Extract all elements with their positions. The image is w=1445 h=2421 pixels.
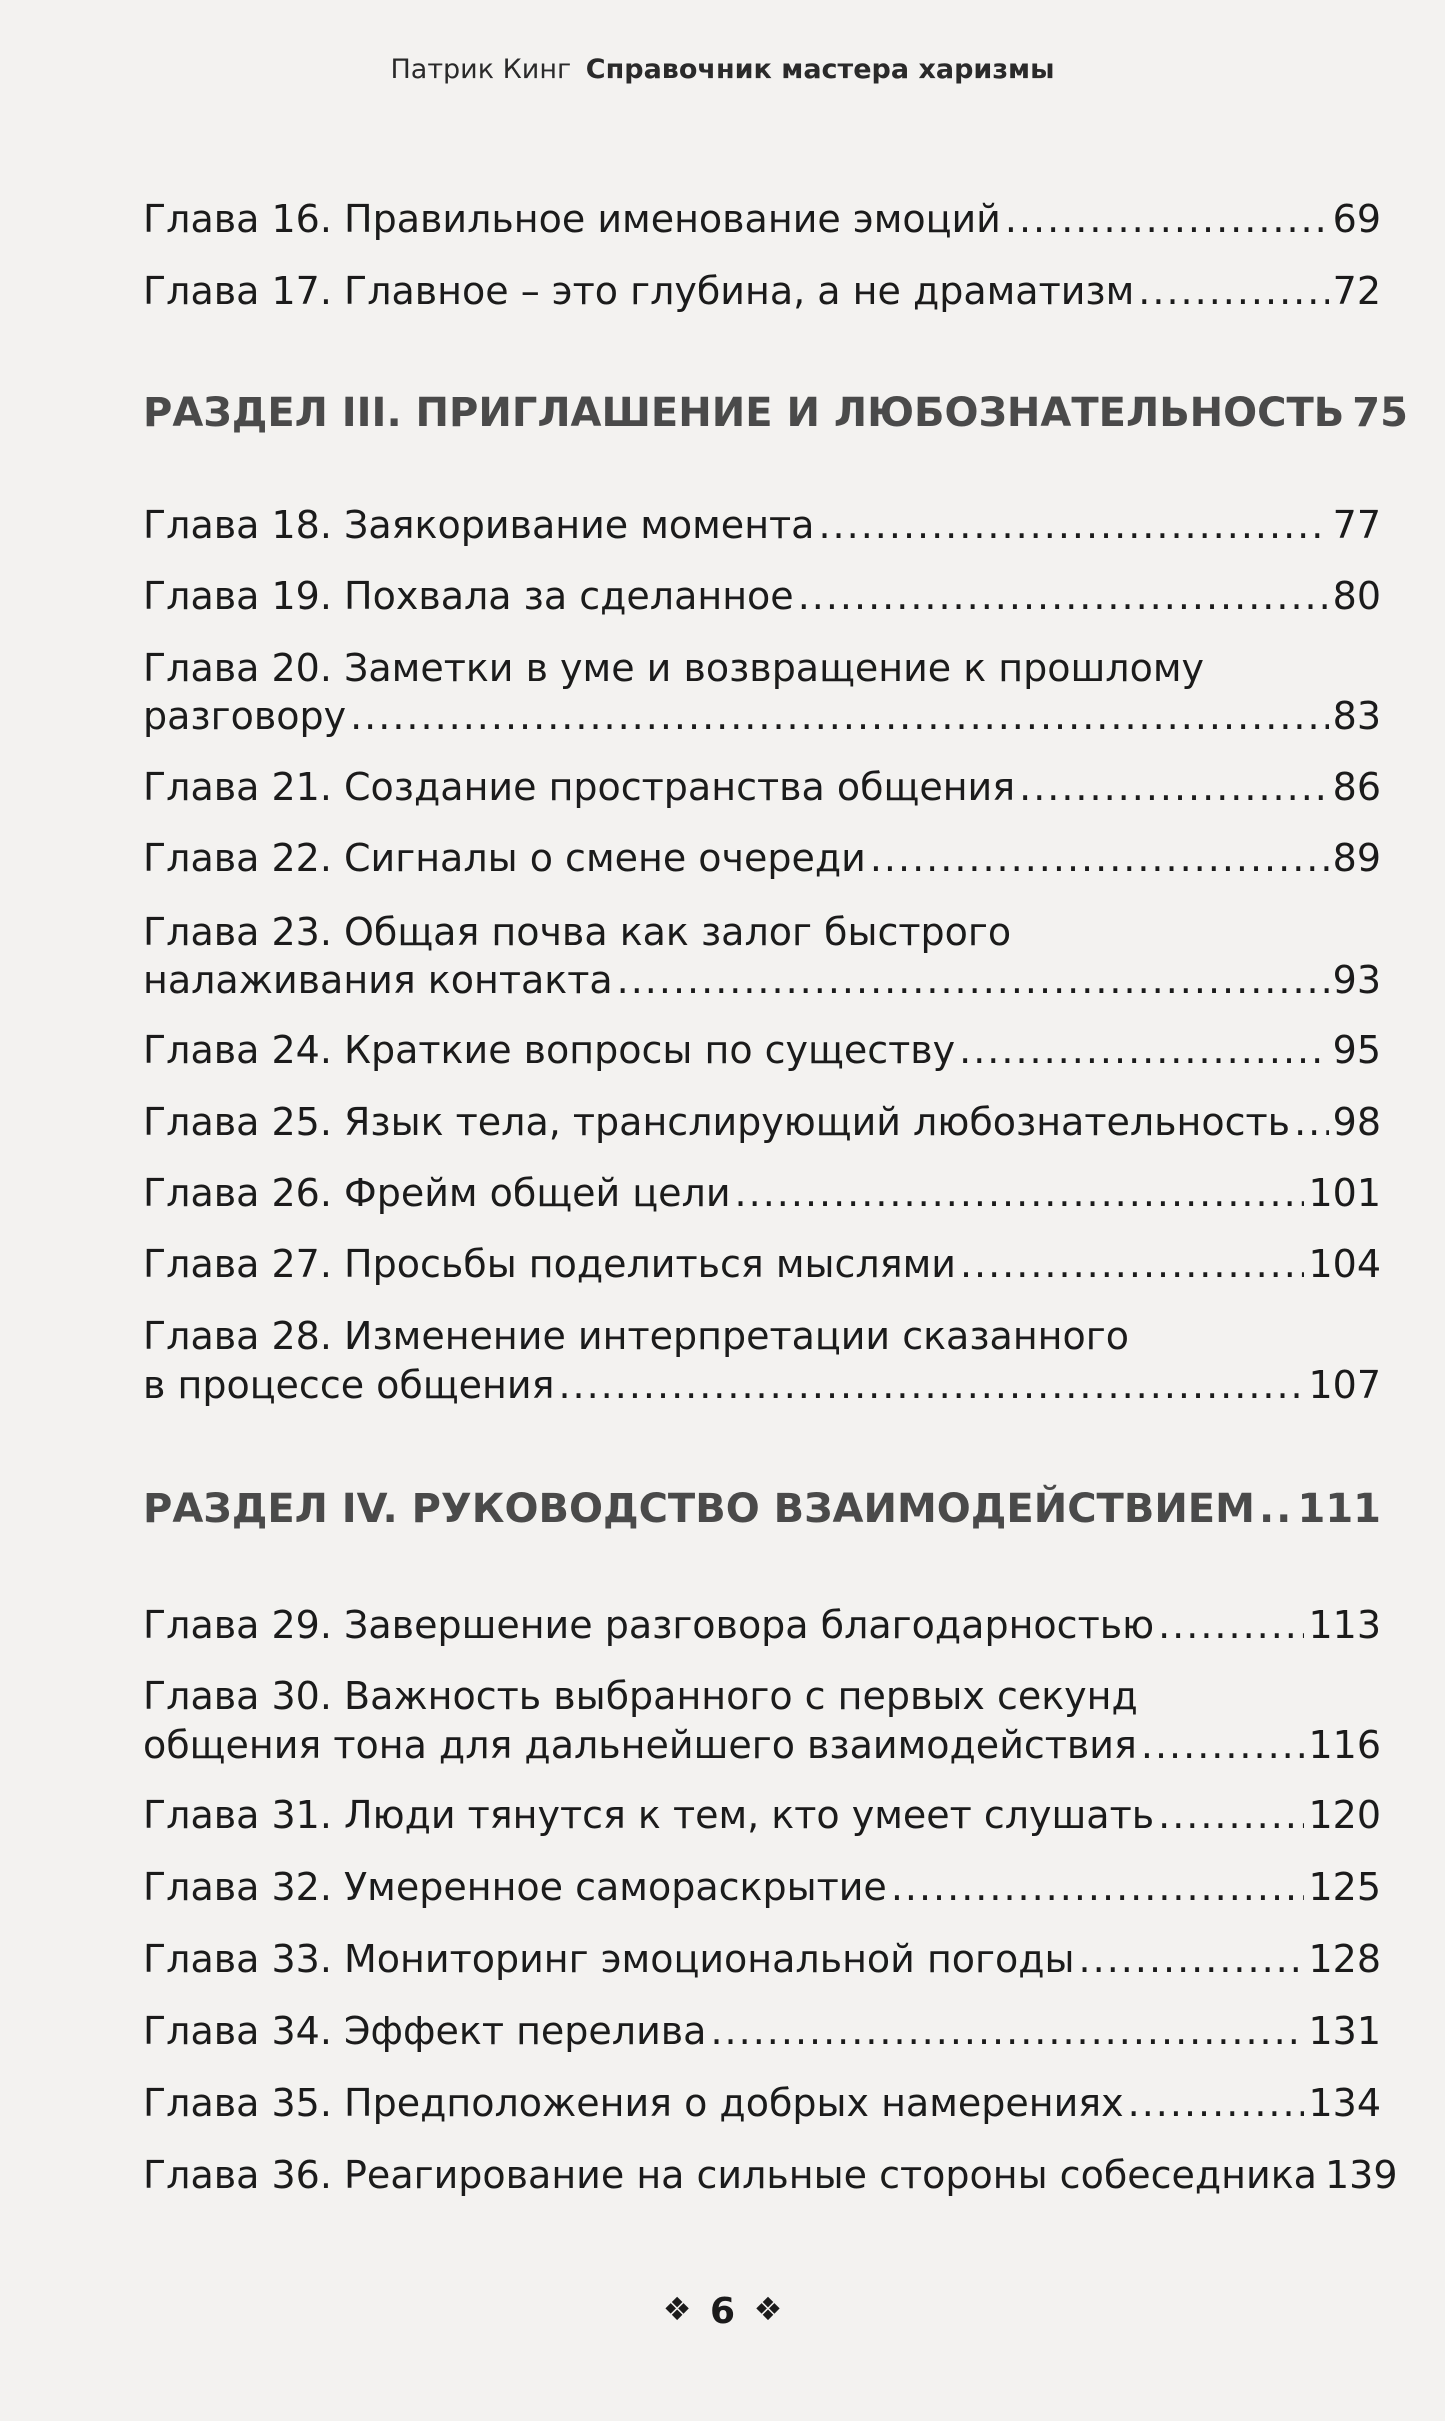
dot-leader [959,1027,1329,1073]
dot-leader [818,502,1328,548]
dot-leader [350,693,1329,739]
toc-entry-page: 101 [1308,1171,1381,1215]
toc-entry-page: 139 [1324,2153,1398,2197]
dot-leader [1138,268,1328,314]
toc-entry-page: 86 [1332,765,1381,809]
dot-leader [1019,764,1329,810]
toc-entry-chapter-29 [143,1602,1381,1648]
toc-entry-title: Глава 24. Краткие вопросы по существу [143,1028,956,1072]
dot-leader [1294,1099,1329,1145]
page-number: 6 [709,2291,736,2332]
dot-leader [870,835,1329,881]
toc-entry-title: Глава 19. Похвала за сделанное [143,574,794,618]
toc-entry-title: Глава 32. Умеренное самораскрытие [143,1865,887,1909]
toc-entry-chapter-22 [143,835,1381,881]
toc-entry-chapter-35 [143,2080,1381,2126]
toc-entry-page: 107 [1308,1363,1381,1407]
toc-entry-page: 104 [1308,1242,1381,1286]
toc-entry-page: 95 [1332,1028,1381,1072]
toc-entry-title: Глава 21. Создание пространства общения [143,765,1016,809]
toc-entry-page: 111 [1297,1486,1381,1532]
toc-entry-chapter-36 [143,2152,1398,2198]
toc-entry-page: 134 [1308,2081,1381,2125]
toc-entry-title: разговору [143,694,347,738]
toc-entry-chapter-24 [143,1027,1381,1073]
toc-entry-page: 77 [1332,503,1381,547]
running-header [0,54,1445,85]
toc-section-title: РАЗДЕЛ III. ПРИГЛАШЕНИЕ И ЛЮБОЗНАТЕЛЬНОСТЬ [143,390,1345,436]
dot-leader [558,1362,1304,1408]
toc-entry-chapter-23 [143,957,1381,1003]
toc-entry-page: 89 [1332,836,1381,880]
toc-entry-title: Глава 34. Эффект перелива [143,2009,707,2053]
toc-section-4 [143,1486,1381,1532]
toc-entry-title: общения тона для дальнейшего взаимодействия [143,1723,1137,1767]
toc-entry-title: Глава 31. Люди тянутся к тем, кто умеет слушать [143,1793,1155,1837]
toc-entry-chapter-16 [143,196,1381,242]
toc-entry-page: 98 [1332,1100,1381,1144]
toc-entry-page: 131 [1308,2009,1381,2053]
toc-entry-title: Глава 35. Предположения о добрых намерениях [143,2081,1124,2125]
toc-entry-page: 93 [1332,958,1381,1002]
dot-leader [1079,1936,1305,1982]
dot-leader [1259,1486,1294,1532]
toc-section-3 [143,390,1408,436]
dot-leader [798,573,1329,619]
toc-entry-title: Глава 18. Заякоривание момента [143,503,815,547]
toc-entry-chapter-34 [143,2008,1381,2054]
toc-entry-chapter-31 [143,1792,1381,1838]
header-book-title: Справочник мастера харизмы [585,54,1055,85]
toc-entry-title: Глава 27. Просьбы поделиться мыслями [143,1242,956,1286]
toc-entry-chapter-32 [143,1864,1381,1910]
dot-leader [1005,196,1329,242]
dot-leader [1158,1602,1304,1648]
dot-leader [617,957,1329,1003]
dot-leader [960,1241,1305,1287]
toc-entry-title: Глава 22. Сигналы о смене очереди [143,836,866,880]
toc-entry-title: Глава 26. Фрейм общей цели [143,1171,731,1215]
toc-entry-chapter-19 [143,573,1381,619]
toc-entry-title: Глава 25. Язык тела, транслирующий любознательность [143,1100,1291,1144]
toc-entry-title-line1: Глава 28. Изменение интерпретации сказанного [143,1314,1129,1358]
toc-entry-chapter-21 [143,764,1381,810]
toc-entry-chapter-20 [143,693,1381,739]
ornament-right-icon: ❖ [753,2290,783,2328]
toc-entry-title: налаживания контакта [143,958,613,1002]
toc-entry-page: 80 [1332,574,1381,618]
toc-entry-page: 128 [1308,1937,1381,1981]
ornament-left-icon: ❖ [662,2290,692,2328]
toc-entry-title: Глава 16. Правильное именование эмоций [143,197,1001,241]
dot-leader [1141,1722,1305,1768]
toc-entry-chapter-25 [143,1099,1381,1145]
toc-entry-chapter-26 [143,1170,1381,1216]
toc-entry-chapter-33 [143,1936,1381,1982]
toc-entry-chapter-17 [143,268,1381,314]
dot-leader [1128,2080,1305,2126]
toc-entry-page: 69 [1332,197,1381,241]
toc-entry-page: 113 [1308,1603,1381,1647]
page-footer [0,2290,1445,2332]
dot-leader [891,1864,1305,1910]
dot-leader [735,1170,1305,1216]
toc-entry-page: 83 [1332,694,1381,738]
toc-entry-title-line1: Глава 20. Заметки в уме и возвращение к прошлому [143,646,1204,690]
toc-section-title: РАЗДЕЛ IV. РУКОВОДСТВО ВЗАИМОДЕЙСТВИЕМ [143,1486,1255,1532]
toc-entry-page: 120 [1308,1793,1381,1837]
dot-leader [1158,1792,1304,1838]
toc-entry-title-line1: Глава 30. Важность выбранного с первых секунд [143,1674,1138,1718]
toc-entry-page: 75 [1352,390,1408,436]
toc-entry-chapter-30 [143,1722,1381,1768]
toc-entry-chapter-28 [143,1362,1381,1408]
toc-entry-title: Глава 17. Главное – это глубина, а не драматизм [143,269,1135,313]
dot-leader [710,2008,1304,2054]
toc-entry-chapter-27 [143,1241,1381,1287]
toc-entry-title: Глава 36. Реагирование на сильные стороны собеседника [143,2153,1317,2197]
toc-entry-chapter-18 [143,502,1381,548]
toc-entry-page: 116 [1308,1723,1381,1767]
toc-entry-title: Глава 33. Мониторинг эмоциональной погоды [143,1937,1075,1981]
toc-entry-page: 125 [1308,1865,1381,1909]
toc-entry-page: 72 [1332,269,1381,313]
toc-entry-title: Глава 29. Завершение разговора благодарностью [143,1603,1155,1647]
toc-entry-title-line1: Глава 23. Общая почва как залог быстрого [143,910,1012,954]
header-author: Патрик Кинг [390,54,572,85]
toc-entry-title: в процессе общения [143,1363,555,1407]
